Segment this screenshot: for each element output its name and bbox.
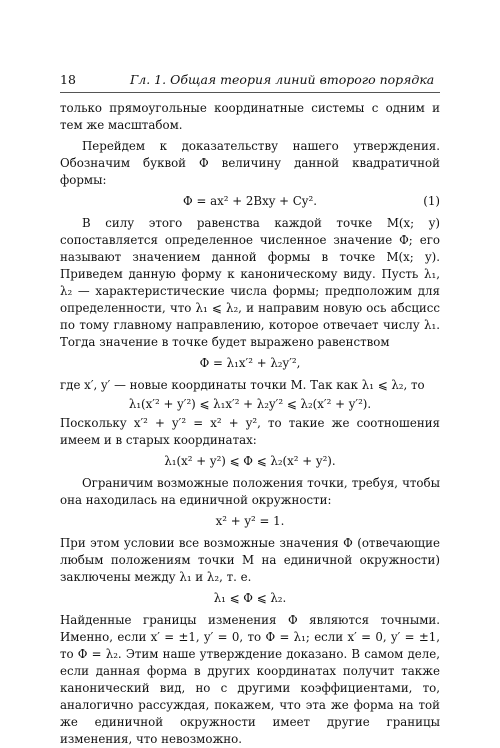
equation-6: λ₁ ⩽ Φ ⩽ λ₂. xyxy=(213,591,287,605)
running-header xyxy=(60,70,440,93)
paragraph-6: Ограничим возможные положения точки, требуя, чтобы она находилась на единичной окружности: xyxy=(60,476,440,507)
paragraph-3: В силу этого равенства каждой точке M(x; y) сопоставляется определенное численное значение Φ; его называют значением данной формы в точке M(x; y). Приведем данную форму к каноническому виду. Пусть λ₁, λ₂ — характеристические числа формы; предположим для определенности, что λ₁ ⩽ λ₂, и направим новую ось абсцисс по тому главному направлению, которое отвечает числу λ₁. Тогда значение в точке будет выражено равенством xyxy=(60,216,440,349)
equation-5: x² + y² = 1. xyxy=(215,514,285,528)
paragraph-1: только прямоугольные координатные системы с одним и тем же масштабом. xyxy=(60,101,440,132)
page-body xyxy=(60,100,440,748)
paragraph-8: Найденные границы изменения Φ являются точными. Именно, если x′ = ±1, y′ = 0, то Φ = λ₁; если x′ = 0, y′ = ±1, то Φ = λ₂. Этим наше утверждение доказано. В самом деле, если данная форма в других координатах получит также канонический вид, но с другими коэффициентами, то, аналогично рассуждая, покажем, что эта же форма на той же единичной окружности имеет другие границы изменения, что невозможно. xyxy=(60,613,440,746)
equation-4: λ₁(x² + y²) ⩽ Φ ⩽ λ₂(x² + y²). xyxy=(164,454,336,468)
equation-3: λ₁(x′² + y′²) ⩽ λ₁x′² + λ₂y′² ⩽ λ₂(x′² + y′²). xyxy=(128,397,372,411)
page-number: 18 xyxy=(60,72,76,87)
chapter-title: Гл. 1. Общая теория линий второго порядка xyxy=(130,72,435,87)
equation-2: Φ = λ₁x′² + λ₂y′², xyxy=(199,356,301,370)
equation-1-number: (1) xyxy=(423,194,440,208)
paragraph-5: Поскольку x′² + y′² = x² + y², то такие же соотношения имеем и в старых координатах: xyxy=(60,416,440,447)
paragraph-7: При этом условии все возможные значения Φ (отвечающие любым положениям точки M на единичной окружности) заключены между λ₁ и λ₂, т. е. xyxy=(60,536,440,584)
equation-1-formula: Φ = ax² + 2Bxy + Cy². xyxy=(183,194,317,208)
paragraph-4: где x′, y′ — новые координаты точки M. Так как λ₁ ⩽ λ₂, то xyxy=(60,378,425,392)
paragraph-2: Перейдем к доказательству нашего утверждения. Обозначим буквой Φ величину данной квадратичной формы: xyxy=(60,139,440,187)
equation-1 xyxy=(60,193,440,210)
